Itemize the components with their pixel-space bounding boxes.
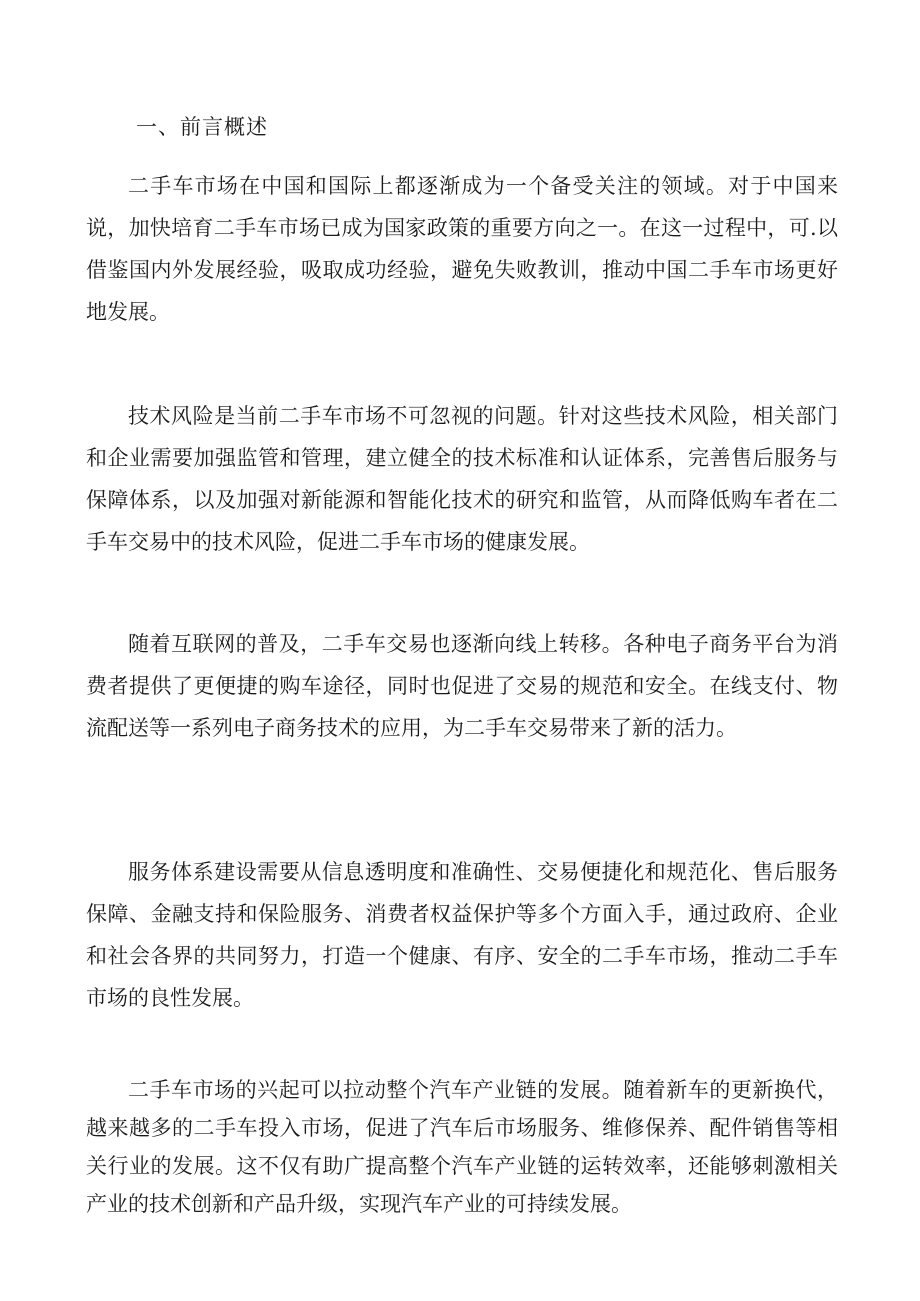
paragraph-service-system: 服务体系建设需要从信息透明度和准确性、交易便捷化和规范化、售后服务保障、金融支持和保险服务、消费者权益保护等多个方面入手，通过政府、企业和社会各界的共同努力，打造一个健康、有序、安全的二手车市场，推动二手车市场的良性发展。 (86, 860, 838, 1010)
paragraph-technical-risk: 技术风险是当前二手车市场不可忽视的问题。针对这些技术风险，相关部门和企业需要加强监管和管理，建立健全的技术标准和认证体系，完善售后服务与保障体系，以及加强对新能源和智能化技术的研究和监管，从而降低购车者在二手车交易中的技术风险，促进二手车市场的健康发展。 (86, 404, 838, 554)
paragraph-industry-chain: 二手车市场的兴起可以拉动整个汽车产业链的发展。随着新车的更新换代，越来越多的二手车投入市场，促进了汽车后市场服务、维修保养、配件销售等相关行业的发展。这不仅有助广提高整个汽车产业链的运转效率，还能够刺激相关产业的技术创新和产品升级，实现汽车产业的可持续发展。 (86, 1078, 838, 1216)
paragraph-market-overview: 二手车市场在中国和国际上都逐渐成为一个备受关注的领域。对于中国来说，加快培育二手车市场已成为国家政策的重要方向之一。在这一过程中，可.以借鉴国内外发展经验，吸取成功经验，避免失败教训，推动中国二手车市场更好地发展。 (86, 174, 838, 324)
paragraph-online-trading: 随着互联网的普及，二手车交易也逐渐向线上转移。各种电子商务平台为消费者提供了更便捷的购车途径，同时也促进了交易的规范和安全。在线支付、物流配送等一系列电子商务技术的应用，为二手车交易带来了新的活力。 (86, 632, 838, 740)
section-heading: 一、前言概述 (136, 115, 268, 139)
